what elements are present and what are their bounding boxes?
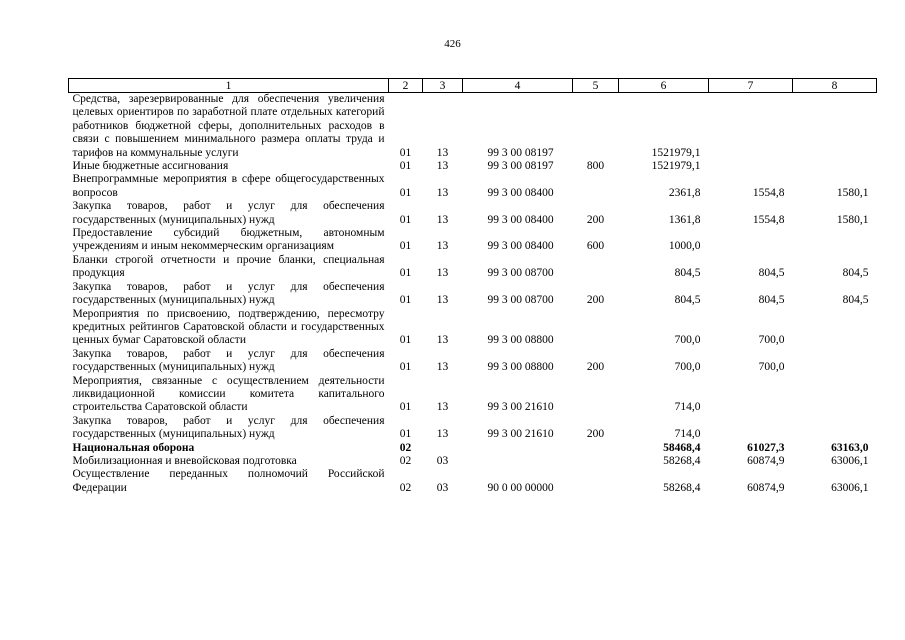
amount-col7 — [709, 160, 793, 173]
section-code: 01 — [399, 401, 412, 414]
header-row — [69, 79, 877, 93]
target-article-code: 99 3 00 08197 — [487, 146, 554, 159]
subsection-code: 13 — [436, 186, 449, 199]
expense-type-code: 800 — [586, 160, 605, 173]
table-row — [69, 173, 877, 200]
amount-col7 — [709, 375, 793, 415]
row-name: Иные бюджетные ассигнования — [72, 160, 229, 173]
target-article-code — [463, 442, 573, 455]
expense-type-code — [573, 308, 619, 348]
table-row — [69, 308, 877, 348]
amount-col6: 1521979,1 — [651, 146, 701, 159]
table-row — [69, 254, 877, 281]
subsection-code: 13 — [436, 401, 449, 414]
amount-col8: 63006,1 — [831, 481, 869, 494]
header-cell: 7 — [709, 79, 793, 93]
amount-col7: 60874,9 — [747, 481, 785, 494]
amount-col6: 58268,4 — [663, 454, 701, 467]
table-row — [69, 415, 877, 442]
row-name: Мероприятия по присвоению, подтверждению, пересмотру кредитных рейтингов Саратовской области и государственных ценных бумаг Саратовской области — [72, 307, 385, 347]
subsection-code: 13 — [436, 361, 449, 374]
amount-col6: 714,0 — [674, 401, 701, 414]
expense-type-code — [573, 442, 619, 455]
target-article-code: 99 3 00 08700 — [487, 267, 554, 280]
amount-col6: 58268,4 — [663, 481, 701, 494]
section-code: 01 — [399, 428, 412, 441]
amount-col7: 700,0 — [758, 361, 785, 374]
expense-type-code: 200 — [586, 428, 605, 441]
amount-col6: 700,0 — [674, 334, 701, 347]
target-article-code — [463, 455, 573, 468]
subsection-code: 13 — [436, 240, 449, 253]
amount-col8: 1580,1 — [836, 213, 869, 226]
table-row — [69, 227, 877, 254]
amount-col6: 58468,4 — [663, 441, 701, 454]
section-code: 01 — [399, 334, 412, 347]
amount-col7: 1554,8 — [752, 186, 785, 199]
row-name: Внепрограммные мероприятия в сфере общегосударственных вопросов — [72, 173, 385, 199]
target-article-code: 99 3 00 08400 — [487, 213, 554, 226]
amount-col7: 804,5 — [758, 267, 785, 280]
target-article-code: 99 3 00 08800 — [487, 361, 554, 374]
row-name: Закупка товаров, работ и услуг для обеспечения государственных (муниципальных) нужд — [72, 200, 385, 226]
row-name: Осуществление переданных полномочий Российской Федерации — [72, 468, 385, 494]
expense-type-code — [573, 468, 619, 495]
table-row — [69, 375, 877, 415]
amount-col7: 804,5 — [758, 294, 785, 307]
target-article-code: 90 0 00 00000 — [487, 481, 554, 494]
target-article-code: 99 3 00 08700 — [487, 294, 554, 307]
amount-col6: 714,0 — [674, 428, 701, 441]
amount-col7: 60874,9 — [747, 454, 785, 467]
amount-col8 — [793, 348, 877, 375]
table-row — [69, 200, 877, 227]
target-article-code: 99 3 00 21610 — [487, 428, 554, 441]
amount-col8: 63163,0 — [831, 441, 869, 454]
amount-col6: 804,5 — [674, 267, 701, 280]
row-name: Мобилизационная и вневойсковая подготовка — [72, 454, 297, 467]
amount-col6: 804,5 — [674, 294, 701, 307]
row-name: Закупка товаров, работ и услуг для обеспечения государственных (муниципальных) нужд — [72, 280, 385, 307]
amount-col7: 61027,3 — [747, 441, 785, 454]
section-code: 01 — [399, 213, 412, 226]
row-name: Закупка товаров, работ и услуг для обеспечения государственных (муниципальных) нужд — [72, 347, 385, 374]
amount-col8 — [793, 375, 877, 415]
row-name: Мероприятия, связанные с осуществлением деятельности ликвидационной комиссии комитета капитального строительства Саратовской области — [72, 374, 385, 414]
header-cell: 8 — [793, 79, 877, 93]
subsection-code: 13 — [436, 160, 449, 173]
amount-col7: 700,0 — [758, 334, 785, 347]
table-row — [69, 281, 877, 308]
target-article-code: 99 3 00 08197 — [487, 160, 554, 173]
target-article-code: 99 3 00 21610 — [487, 401, 554, 414]
amount-col6: 1000,0 — [668, 240, 701, 253]
header-cell: 2 — [389, 79, 423, 93]
section-code: 01 — [399, 361, 412, 374]
row-name: Предоставление субсидий бюджетным, автономным учреждениям и иным некоммерческим организациям — [72, 227, 385, 253]
amount-col6: 2361,8 — [668, 186, 701, 199]
table-body — [69, 93, 877, 496]
expense-type-code — [573, 93, 619, 161]
subsection-code: 13 — [436, 294, 449, 307]
amount-col8: 804,5 — [842, 267, 869, 280]
expense-type-code: 200 — [586, 361, 605, 374]
amount-col7 — [709, 415, 793, 442]
amount-col8: 804,5 — [842, 294, 869, 307]
target-article-code: 99 3 00 08800 — [487, 334, 554, 347]
expense-type-code — [573, 254, 619, 281]
subsection-code: 13 — [436, 267, 449, 280]
subsection-code: 13 — [436, 334, 449, 347]
amount-col7: 1554,8 — [752, 213, 785, 226]
section-code: 01 — [399, 240, 412, 253]
amount-col7 — [709, 227, 793, 254]
amount-col8: 63006,1 — [831, 454, 869, 467]
section-code: 02 — [399, 481, 412, 494]
expense-type-code: 600 — [586, 240, 605, 253]
table-row — [69, 442, 877, 455]
row-name: Средства, зарезервированные для обеспечения увеличения целевых ориентиров по заработной плате отдельных категорий работников бюджетной сферы, дополнительных расходов в связи с повышением минимального размера оплаты труда и тарифов на коммунальные услуги — [72, 93, 385, 159]
subsection-code — [423, 442, 463, 455]
section-code: 02 — [399, 441, 412, 454]
section-code: 01 — [399, 160, 412, 173]
budget-table — [68, 78, 877, 495]
section-code: 01 — [399, 267, 412, 280]
table-row — [69, 93, 877, 161]
table-row — [69, 160, 877, 173]
amount-col8 — [793, 308, 877, 348]
section-code: 01 — [399, 294, 412, 307]
header-cell: 4 — [463, 79, 573, 93]
row-name: Закупка товаров, работ и услуг для обеспечения государственных (муниципальных) нужд — [72, 414, 385, 441]
amount-col8 — [793, 415, 877, 442]
table-row — [69, 348, 877, 375]
subsection-code: 03 — [436, 481, 449, 494]
header-cell: 6 — [619, 79, 709, 93]
subsection-code: 13 — [436, 213, 449, 226]
amount-col8 — [793, 93, 877, 161]
header-cell: 3 — [423, 79, 463, 93]
row-name: Национальная оборона — [72, 441, 195, 454]
section-code: 02 — [399, 454, 412, 467]
expense-type-code — [573, 173, 619, 200]
subsection-code: 13 — [436, 146, 449, 159]
header-cell: 1 — [69, 79, 389, 93]
expense-type-code — [573, 375, 619, 415]
page-number: 426 — [444, 38, 461, 50]
amount-col8 — [793, 227, 877, 254]
target-article-code: 99 3 00 08400 — [487, 186, 554, 199]
table-row — [69, 468, 877, 495]
amount-col8 — [793, 160, 877, 173]
amount-col7 — [709, 93, 793, 161]
amount-col6: 1521979,1 — [651, 160, 701, 173]
expense-type-code: 200 — [586, 294, 605, 307]
section-code: 01 — [399, 146, 412, 159]
amount-col8: 1580,1 — [836, 186, 869, 199]
target-article-code: 99 3 00 08400 — [487, 240, 554, 253]
expense-type-code: 200 — [586, 213, 605, 226]
subsection-code: 03 — [436, 454, 449, 467]
expense-type-code — [573, 455, 619, 468]
subsection-code: 13 — [436, 428, 449, 441]
table-row — [69, 455, 877, 468]
row-name: Бланки строгой отчетности и прочие бланки, специальная продукция — [72, 253, 385, 280]
amount-col6: 700,0 — [674, 361, 701, 374]
section-code: 01 — [399, 186, 412, 199]
header-cell: 5 — [573, 79, 619, 93]
amount-col6: 1361,8 — [668, 213, 701, 226]
